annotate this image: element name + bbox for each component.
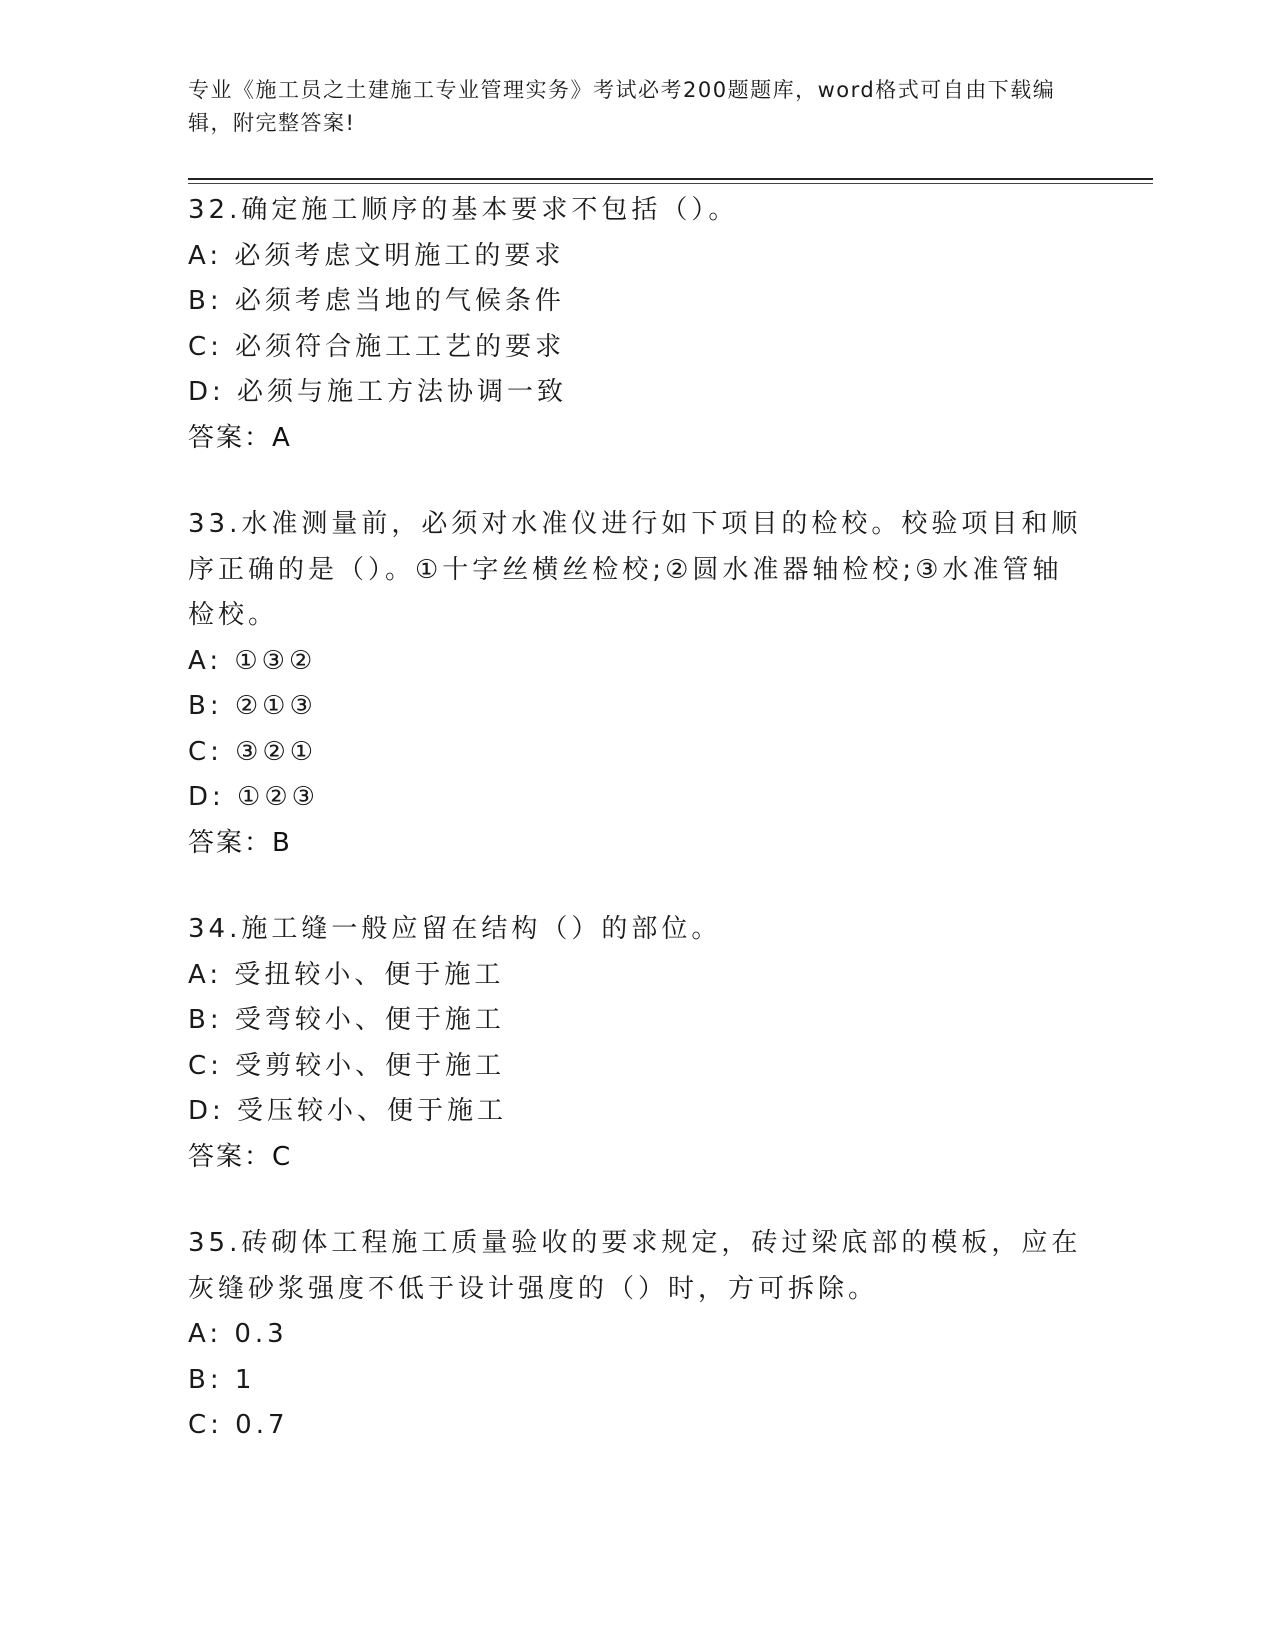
question-stem: 33.水准测量前，必须对水准仪进行如下项目的检校。校验项目和顺序正确的是（）。①十字丝横丝检校;②圆水准器轴检校;③水准管轴检校。 [188,509,1082,630]
question-stem: 32.确定施工顺序的基本要求不包括（）。 [188,195,739,225]
header-rule-thin [188,183,1153,184]
option-a: A: 0.3 [188,1319,288,1349]
option-b: B: ②①③ [188,691,317,721]
option-b: B: 受弯较小、便于施工 [188,1005,505,1035]
question-item [188,907,1088,1180]
question-item [188,1221,1088,1449]
option-c: C: 必须符合施工工艺的要求 [188,331,566,362]
option-c: C: 0.7 [188,1410,289,1440]
option-d: D: 必须与施工方法协调一致 [188,377,568,407]
option-d: D: ①②③ [188,782,319,812]
option-c: C: ③②① [188,736,318,767]
option-b: B: 1 [188,1364,256,1395]
question-stem: 34.施工缝一般应留在结构（）的部位。 [188,914,722,944]
option-b: B: 必须考虑当地的气候条件 [188,286,565,316]
answer-line: 答案：A [188,422,292,453]
answer-line: 答案：C [188,1141,293,1172]
question-stem: 35.砖砌体工程施工质量验收的要求规定，砖过梁底部的模板，应在灰缝砂浆强度不低于设计强度的（）时，方可拆除。 [188,1228,1082,1304]
answer-line: 答案：B [188,827,292,858]
option-c: C: 受剪较小、便于施工 [188,1050,506,1081]
document-header: 专业《施工员之土建施工专业管理实务》考试必考200题题库，word格式可自由下载编辑，附完整答案! [188,78,1056,135]
header-rule-thick [188,178,1153,180]
question-item [188,188,1088,461]
option-a: A: 必须考虑文明施工的要求 [188,240,565,271]
question-list [188,188,1088,1490]
option-a: A: ①③② [188,645,317,676]
option-d: D: 受压较小、便于施工 [188,1096,508,1126]
option-a: A: 受扭较小、便于施工 [188,959,505,990]
question-item [188,502,1088,866]
